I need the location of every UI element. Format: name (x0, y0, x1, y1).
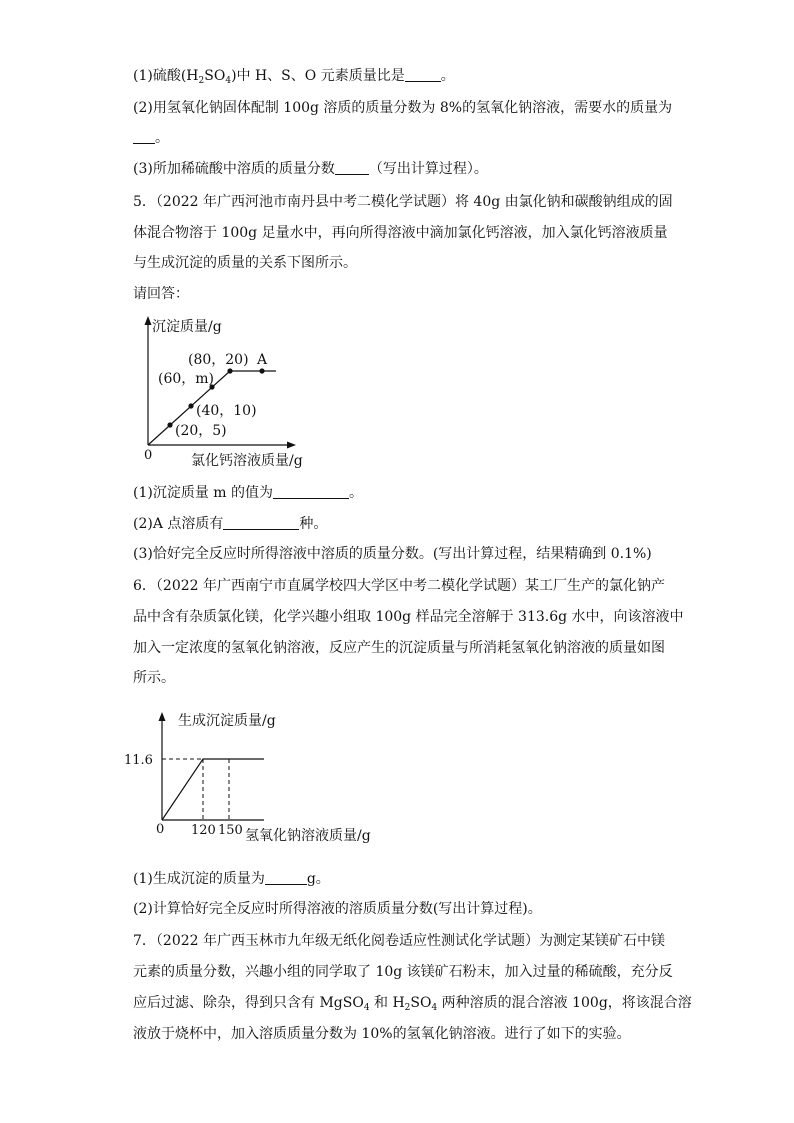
q7-stem-line2: 元素的质量分数，兴趣小组的同学取了 10g 该镁矿石粉末，加入过量的稀硫酸，充分反 (133, 964, 673, 980)
q5-xlabel: 氯化钙溶液质量/g (191, 453, 303, 469)
q5-label-80-20: (80，20) (188, 352, 249, 368)
q5-prompt: 请回答： (133, 286, 189, 302)
q5-sub3: (3)恰好完全反应时所得溶液中溶质的质量分数。(写出计算过程，结果精确到 0.1%) (133, 546, 652, 562)
answer-blank[interactable] (265, 870, 307, 885)
q5-stem-line2: 体混合物溶于 100g 足量水中，再向所得溶液中滴加氯化钙溶液，加入氯化钙溶液质量 (133, 225, 668, 241)
q6-stem-line4: 所示。 (133, 670, 175, 686)
q5-origin: 0 (144, 448, 153, 463)
q5-stem-line3: 与生成沉淀的质量的关系下图所示。 (133, 255, 357, 271)
q4-part2-line1: (2)用氢氧化钠固体配制 100g 溶质的质量分数为 8%的氢氧化钠溶液，需要水的质量为 (133, 100, 673, 116)
q6-data-line (162, 759, 264, 820)
q6-ytick-11-6: 11.6 (124, 753, 153, 768)
q7-stem-line4: 液放于烧杯中，加入溶质质量分数为 10%的氢氧化钠溶液。进行了如下的实验。 (133, 1026, 631, 1042)
q5-label-60-m: (60，m) (158, 371, 215, 387)
q7-stem-line1: 7．（2022 年广西玉林市九年级无纸化阅卷适应性测试化学试题）为测定某镁矿石中镁 (133, 933, 665, 949)
q5-label-20-5: (20，5) (175, 423, 227, 439)
q6-ylabel: 生成沉淀质量/g (178, 713, 276, 729)
q6-xtick-150: 150 (218, 823, 243, 838)
q6-stem-line3: 加入一定浓度的氢氧化钠溶液，反应产生的沉淀质量与所消耗氢氧化钠溶液的质量如图 (133, 640, 665, 656)
q6-sub2: (2)计算恰好完全反应时所得溶液的溶质质量分数(写出计算过程)。 (133, 901, 542, 917)
q6-y-arrow (159, 712, 166, 721)
q5-label-A: A (257, 352, 268, 368)
q6-stem-line2: 品中含有杂质氯化镁，化学兴趣小组取 100g 样品完全溶解于 313.6g 水中，向该溶液中 (133, 609, 684, 625)
q5-label-40-10: (40，10) (196, 403, 257, 419)
q6-stem-line1: 6．（2022 年广西南宁市直属学校四大学区中考二模化学试题）某工厂生产的氯化钠产 (133, 578, 665, 594)
q4-part3: (3)所加稀硫酸中溶质的质量分数 （写出计算过程）。 (133, 161, 488, 177)
q5-ylabel: 沉淀质量/g (152, 319, 222, 335)
q5-sub1: (1)沉淀质量 m 的值为 。 (133, 485, 364, 501)
q4-part2-line2: 。 (133, 128, 754, 148)
q6-xlabel: 氢氧化钠溶液质量/g (245, 828, 371, 844)
q5-stem-line1: 5．（2022 年广西河池市南丹县中考二模化学试题）将 40g 由氯化钠和碳酸钠组成的固 (133, 194, 673, 210)
q6-origin: 0 (156, 822, 165, 837)
q5-sub2: (2)A 点溶质有 种。 (133, 516, 328, 532)
q6-sub1: (1)生成沉淀的质量为 g。 (133, 871, 330, 887)
q6-xtick-120: 120 (191, 823, 216, 838)
q4-part1: (1)硫酸$(H_2SO_4)$中 H、S、O 元素质量比是 。 (133, 68, 455, 86)
q7-stem-line3: 应后过滤、除杂，得到只含有 MgSO$_4$ 和 $H_2SO_4$ 两种溶质的混合溶液 100g，将该混合溶 (133, 995, 692, 1013)
